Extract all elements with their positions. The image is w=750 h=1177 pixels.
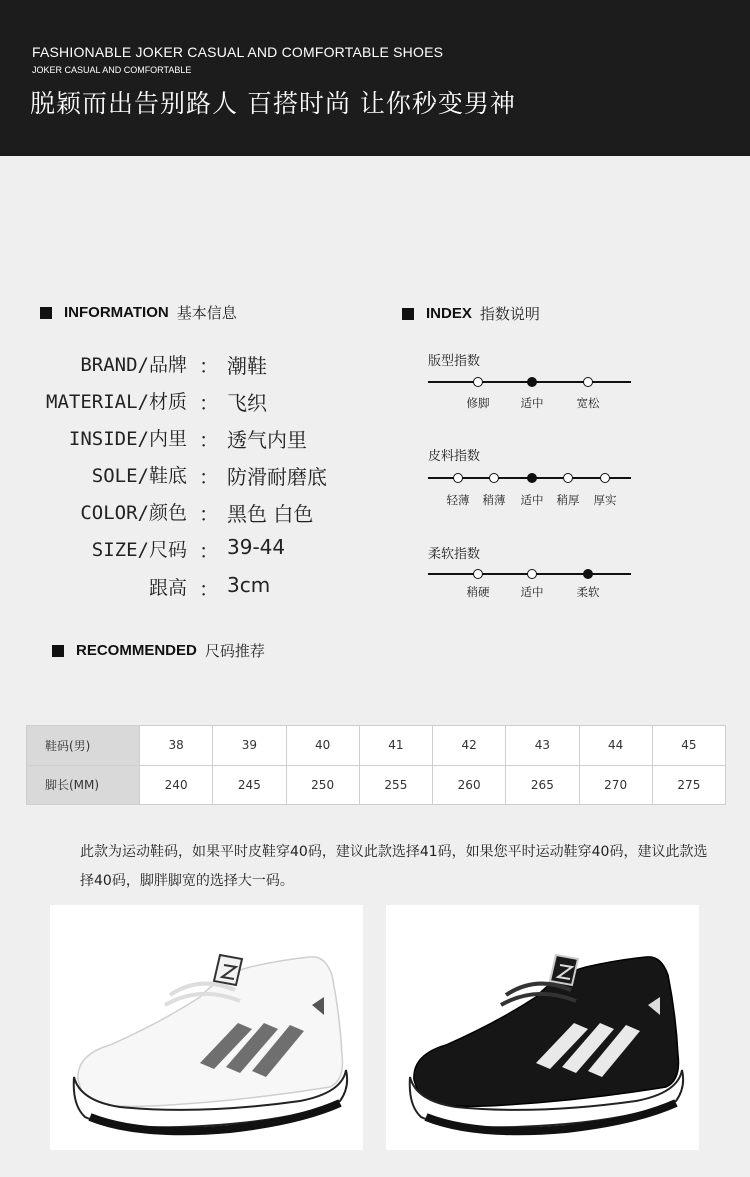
- info-colon: ：: [199, 577, 219, 601]
- index-option-label: 宽松: [576, 396, 600, 410]
- info-row-sole: [0, 461, 400, 491]
- info-row-heel: [0, 573, 400, 603]
- info-value: 透气内里: [227, 428, 307, 452]
- index-group-fit: [428, 350, 633, 420]
- index-dot: [473, 569, 483, 579]
- info-row-brand: [0, 350, 400, 380]
- information-title-en: INFORMATION: [64, 304, 169, 321]
- table-cell: 260: [433, 765, 506, 805]
- index-dot: [583, 377, 593, 387]
- info-row-inside: [0, 424, 400, 454]
- info-row-size: [0, 535, 400, 565]
- table-cell: 38: [140, 726, 213, 766]
- table-cell: 240: [140, 765, 213, 805]
- index-option-label: 柔软: [576, 585, 600, 599]
- index-dot-selected: [527, 473, 537, 483]
- information-section-title: [40, 302, 237, 323]
- white-shoe-photo: [50, 905, 363, 1150]
- index-dot-selected: [583, 569, 593, 579]
- index-dot: [473, 377, 483, 387]
- info-colon: ：: [199, 502, 219, 526]
- info-value: 39-44: [227, 535, 286, 559]
- index-group-material: [428, 445, 633, 515]
- table-row: [27, 726, 726, 766]
- recommended-section-title: [52, 640, 265, 661]
- table-cell: 250: [286, 765, 359, 805]
- section-square-icon: [402, 308, 414, 320]
- recommended-title-en: RECOMMENDED: [76, 642, 197, 659]
- index-group-title: 皮料指数: [428, 449, 481, 464]
- table-cell: 39: [213, 726, 286, 766]
- black-shoe-photo: [386, 905, 699, 1150]
- black-shoe-image: [386, 905, 699, 1150]
- info-label: COLOR/颜色: [80, 502, 187, 524]
- table-cell: 43: [506, 726, 579, 766]
- index-title-zh: 指数说明: [479, 305, 540, 323]
- section-square-icon: [52, 645, 64, 657]
- index-option-label: 轻薄: [446, 493, 470, 507]
- info-colon: ：: [199, 539, 219, 563]
- index-option-label: 适中: [520, 396, 544, 410]
- index-option-label: 稍硬: [466, 585, 490, 599]
- index-option-label: 厚实: [593, 493, 617, 507]
- table-row-header: 鞋码(男): [27, 726, 140, 766]
- table-cell: 255: [359, 765, 432, 805]
- info-colon: ：: [199, 391, 219, 415]
- table-cell: 275: [652, 765, 725, 805]
- index-option-label: 稍薄: [482, 493, 506, 507]
- table-cell: 265: [506, 765, 579, 805]
- index-group-softness: [428, 543, 633, 613]
- index-dot: [453, 473, 463, 483]
- info-colon: ：: [199, 428, 219, 452]
- index-option-label: 适中: [520, 585, 544, 599]
- index-dot: [527, 569, 537, 579]
- index-section-title: [402, 303, 540, 324]
- info-row-material: [0, 387, 400, 417]
- table-cell: 270: [579, 765, 652, 805]
- info-colon: ：: [199, 354, 219, 378]
- index-dot-selected: [527, 377, 537, 387]
- index-dot: [489, 473, 499, 483]
- white-shoe-image: [50, 905, 363, 1150]
- table-cell: 40: [286, 726, 359, 766]
- table-cell: 245: [213, 765, 286, 805]
- header-banner: [0, 0, 750, 156]
- info-value: 黑色 白色: [227, 502, 314, 526]
- section-square-icon: [40, 307, 52, 319]
- info-label: 跟高: [148, 577, 187, 599]
- info-value: 3cm: [227, 573, 271, 597]
- size-advice-note: 此款为运动鞋码，如果平时皮鞋穿40码，建议此款选择41码，如果您平时运动鞋穿40码，建议此款选择40码，脚胖脚宽的选择大一码。: [80, 844, 708, 889]
- info-label: MATERIAL/材质: [46, 391, 187, 413]
- table-row-header: 脚长(MM): [27, 765, 140, 805]
- table-cell: 45: [652, 726, 725, 766]
- information-title-zh: 基本信息: [176, 304, 237, 322]
- index-dot: [563, 473, 573, 483]
- index-dot: [600, 473, 610, 483]
- info-label: SIZE/尺码: [91, 539, 187, 561]
- info-value: 防滑耐磨底: [227, 465, 327, 489]
- table-row: [27, 765, 726, 805]
- info-label: SOLE/鞋底: [91, 465, 187, 487]
- header-slogan: 脱颖而出告别路人 百搭时尚 让你秒变男神: [30, 89, 516, 118]
- info-row-color: [0, 498, 400, 528]
- table-cell: 41: [359, 726, 432, 766]
- table-cell: 44: [579, 726, 652, 766]
- info-value: 飞织: [227, 391, 267, 415]
- info-label: BRAND/品牌: [80, 354, 187, 376]
- index-group-title: 柔软指数: [428, 547, 481, 562]
- index-option-label: 适中: [520, 493, 544, 507]
- size-table: [26, 725, 726, 805]
- index-group-title: 版型指数: [428, 354, 481, 369]
- index-option-label: 稍厚: [556, 493, 580, 507]
- info-colon: ：: [199, 465, 219, 489]
- recommended-title-zh: 尺码推荐: [204, 642, 265, 660]
- header-title-en: FASHIONABLE JOKER CASUAL AND COMFORTABLE SHOES: [32, 44, 444, 60]
- info-value: 潮鞋: [227, 354, 267, 378]
- info-label: INSIDE/内里: [68, 428, 187, 450]
- index-option-label: 修脚: [466, 396, 490, 410]
- header-subtitle-en: JOKER CASUAL AND COMFORTABLE: [32, 65, 192, 75]
- index-title-en: INDEX: [426, 305, 472, 322]
- table-cell: 42: [433, 726, 506, 766]
